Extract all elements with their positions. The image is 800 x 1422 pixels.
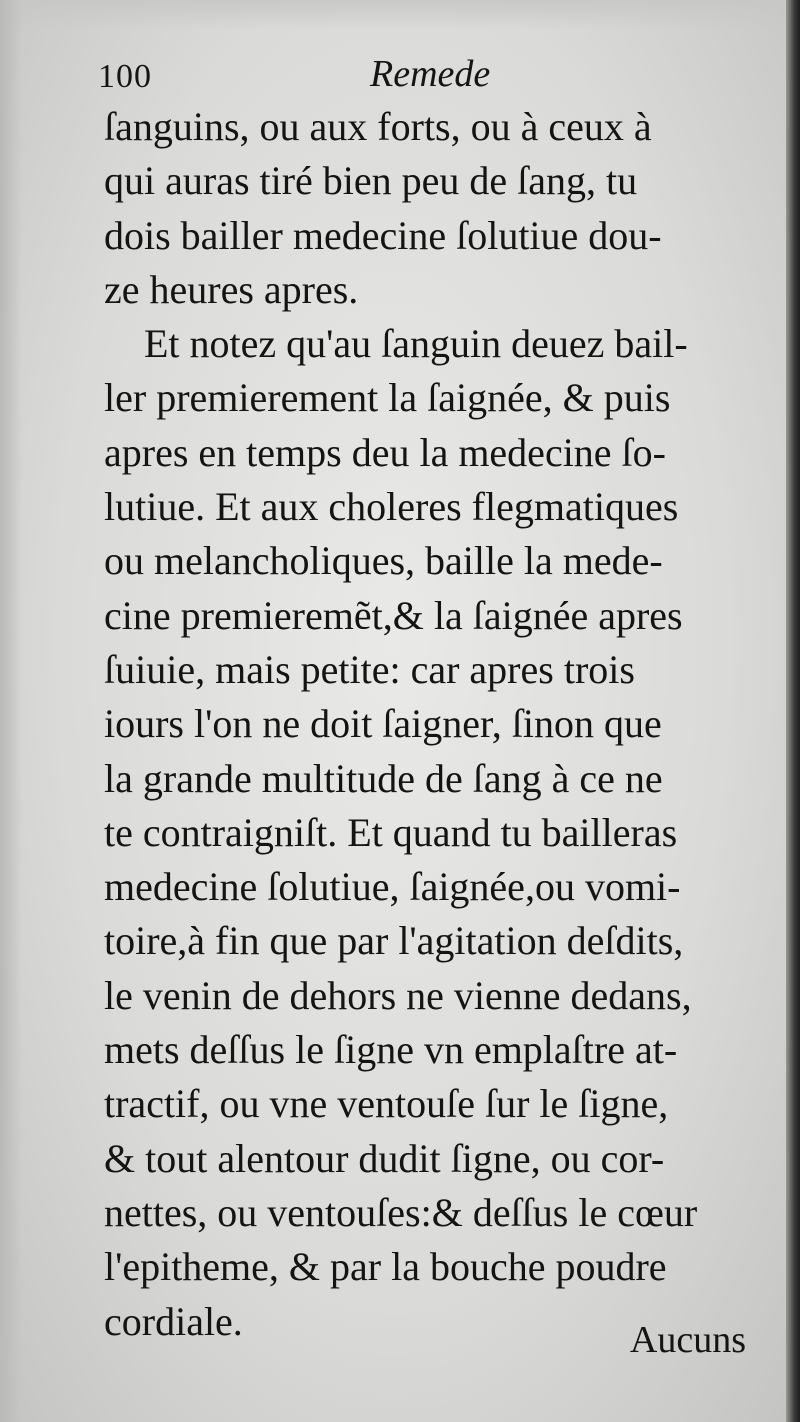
text-line: dois bailler medecine ſolutiue dou-	[104, 212, 662, 258]
text-line: medecine ſolutiue, ſaignée,ou vomi-	[104, 864, 681, 910]
page-gutter-shadow	[0, 0, 22, 1422]
text-line: cine premieremẽt,& la ſaignée apres	[104, 592, 683, 638]
text-line: ou melancholiques, baille la mede-	[104, 538, 663, 584]
text-line: ſuiuie, mais petite: car apres trois	[104, 646, 635, 692]
text-line: le venin de dehors ne vienne dedans,	[104, 972, 692, 1018]
text-line: lutiue. Et aux choleres flegmatiques	[104, 484, 679, 530]
text-line: ſanguins, ou aux forts, ou à ceux à	[104, 104, 652, 149]
text-line: iours l'on ne doit ſaigner, ſinon que	[104, 701, 662, 747]
text-line: l'epitheme, & par la bouche poudre	[104, 1244, 667, 1290]
text-line: ler premierement la ſaignée, & puis	[104, 375, 671, 421]
text-line: toire,à fin que par l'agitation deſdits,	[104, 918, 684, 964]
page-number: 100	[98, 58, 152, 95]
text-line: ze heures apres.	[104, 266, 359, 312]
text-line: te contraigniſt. Et quand tu bailleras	[104, 809, 678, 855]
body-text	[104, 100, 764, 1349]
text-line: mets deſſus le ſigne vn emplaſtre at-	[104, 1027, 678, 1073]
text-line-paragraph-start: Et notez qu'au ſanguin deuez bail-	[144, 321, 688, 367]
text-line: & tout alentour dudit ſigne, ou cor-	[104, 1135, 665, 1181]
text-line: qui auras tiré bien peu de ſang, tu	[104, 158, 638, 204]
text-line: tractif, ou vne ventouſe ſur le ſigne,	[104, 1081, 669, 1127]
text-line: cordiale.	[104, 1298, 243, 1344]
page-top-shadow	[0, 0, 786, 30]
text-line: nettes, ou ventouſes:& deſſus le cœur	[104, 1189, 698, 1235]
text-line: la grande multitude de ſang à ce ne	[104, 755, 663, 801]
text-line: apres en temps deu la medecine ſo-	[104, 429, 666, 475]
running-head: Remede	[370, 53, 491, 95]
catchword: Aucuns	[629, 1319, 746, 1361]
book-spine-edge	[786, 0, 800, 1422]
